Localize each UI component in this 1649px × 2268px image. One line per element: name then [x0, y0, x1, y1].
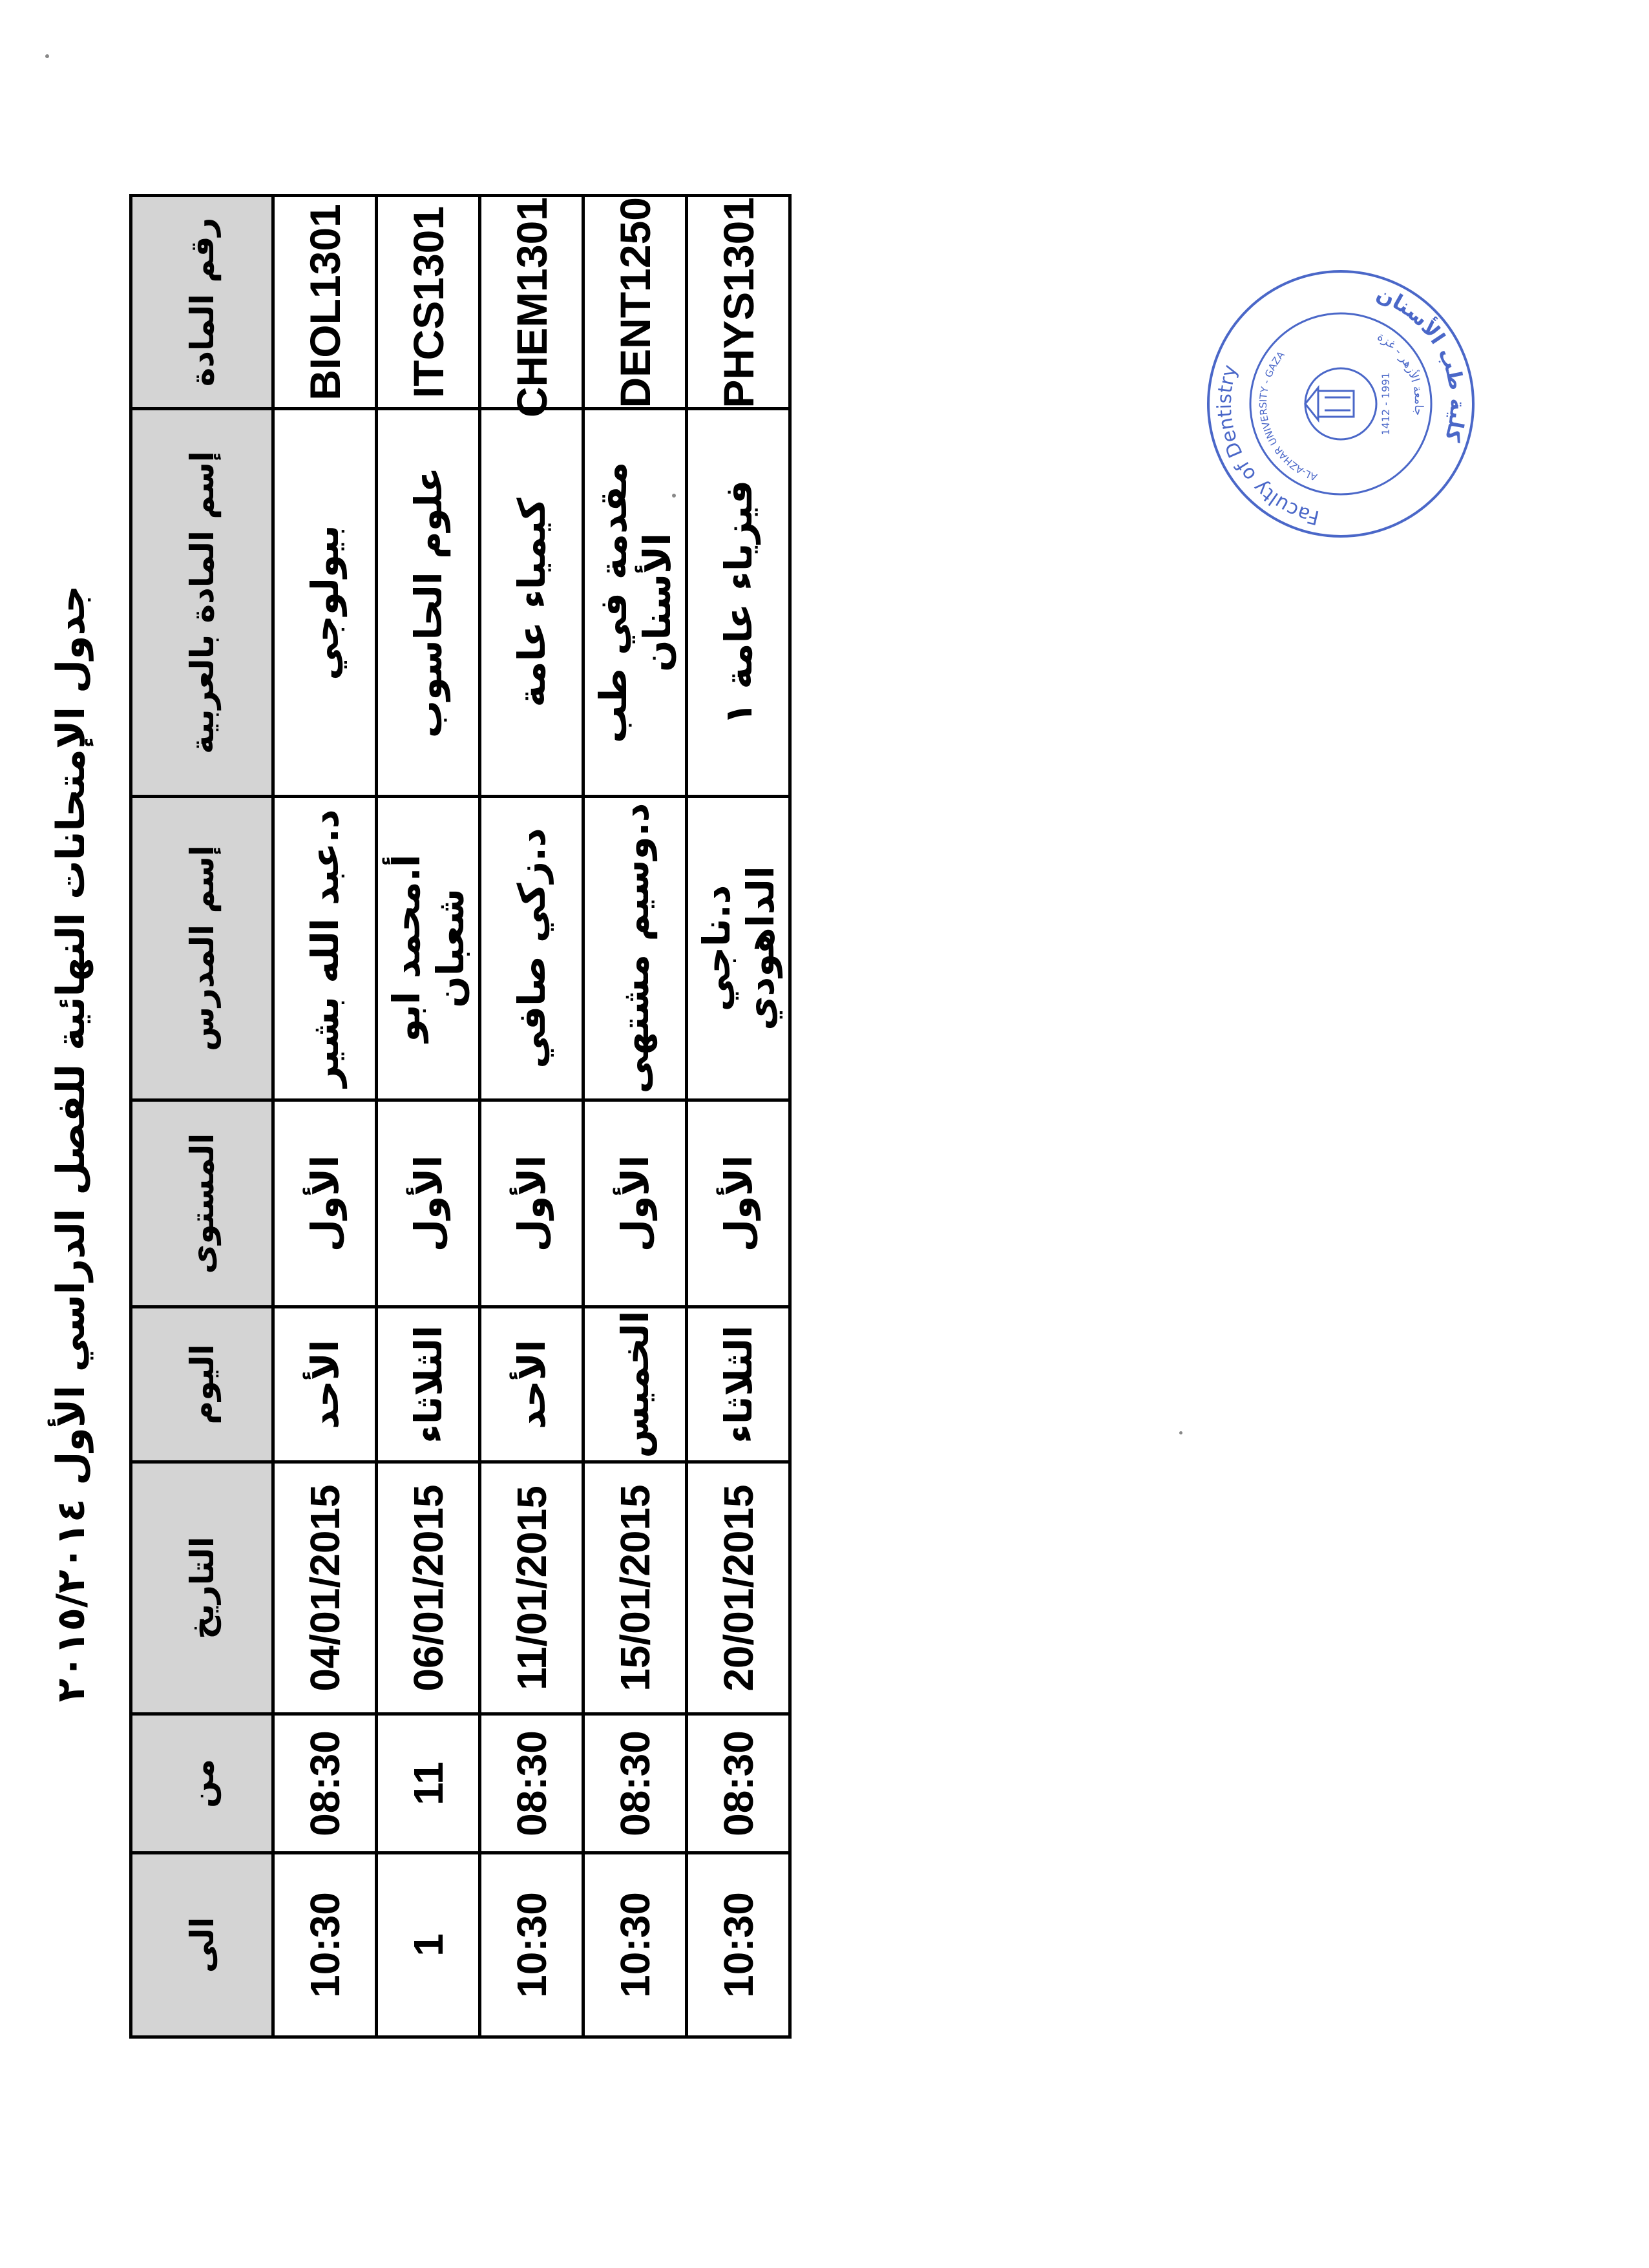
- stamp-inner-circle-icon: [1250, 313, 1431, 494]
- stamp-outer-circle-icon: [1208, 271, 1473, 536]
- cell-instructor: د.وسيم مشتهى: [583, 797, 687, 1100]
- stamp-text-top: كلية طب الأسنان: [1372, 281, 1471, 445]
- header-day: اليوم: [131, 1307, 273, 1462]
- stamp-years: 1412 - 1991: [1380, 372, 1392, 436]
- cell-course-code: DENT1250: [583, 196, 687, 409]
- cell-date: 06/01/2015: [377, 1462, 480, 1714]
- cell-day: الأحد: [273, 1307, 377, 1462]
- cell-level: الأول: [273, 1100, 377, 1307]
- table-row: [377, 196, 480, 2037]
- cell-day: الخميس: [583, 1307, 687, 1462]
- header-to: الى: [131, 1853, 273, 2037]
- cell-course-name: علوم الحاسوب: [377, 409, 480, 797]
- header-date: التاريخ: [131, 1462, 273, 1714]
- faculty-stamp: [1202, 265, 1480, 543]
- header-level: المستوى: [131, 1100, 273, 1307]
- cell-course-code: BIOL1301: [273, 196, 377, 409]
- cell-course-name: فيزياء عامة ١: [687, 409, 790, 797]
- cell-course-code: PHYS1301: [687, 196, 790, 409]
- cell-course-code: ITCS1301: [377, 196, 480, 409]
- cell-from: 11: [377, 1714, 480, 1853]
- cell-level: الأول: [687, 1100, 790, 1307]
- stamp-text-faculty: Faculty of Dentistry: [1213, 362, 1321, 529]
- stamp-inner-text: [1257, 349, 1319, 483]
- stamp-text-english-uni: AL-AZHAR UNIVERSITY - GAZA: [1257, 349, 1319, 483]
- scan-speck: [45, 54, 49, 58]
- cell-from: 08:30: [273, 1714, 377, 1853]
- cell-level: الأول: [583, 1100, 687, 1307]
- cell-from: 08:30: [480, 1714, 583, 1853]
- cell-day: الثلاثاء: [377, 1307, 480, 1462]
- table-row: [273, 196, 377, 2037]
- cell-course-name: مقدمة في طب الأسنان: [583, 409, 687, 797]
- header-row: [131, 196, 273, 2037]
- scan-speck: [1179, 1431, 1182, 1434]
- cell-to: 10:30: [687, 1853, 790, 2037]
- table-row: [583, 196, 687, 2037]
- cell-instructor: د.زكي صافي: [480, 797, 583, 1100]
- cell-level: الأول: [377, 1100, 480, 1307]
- cell-date: 20/01/2015: [687, 1462, 790, 1714]
- header-course-name: إسم المادة بالعربية: [131, 409, 273, 797]
- cell-date: 15/01/2015: [583, 1462, 687, 1714]
- university-emblem-icon: [1305, 368, 1376, 439]
- document-title: جدول الإمتحانات النهائية للفصل الدراسي الأول ٢٠١٥/٢٠١٤: [48, 585, 94, 1703]
- stamp-text-arabic-uni: جامعة الأزهر - غزة: [1374, 330, 1426, 417]
- cell-course-name: بيولوجي: [273, 409, 377, 797]
- cell-to: 10:30: [480, 1853, 583, 2037]
- cell-from: 08:30: [583, 1714, 687, 1853]
- header-from: من: [131, 1714, 273, 1853]
- cell-date: 04/01/2015: [273, 1462, 377, 1714]
- stamp-outer-text: [1213, 362, 1321, 529]
- table-row: [480, 196, 583, 2037]
- header-instructor: إسم المدرس: [131, 797, 273, 1100]
- exam-schedule-table: [129, 194, 792, 2039]
- cell-instructor: د.عبد الله بشير: [273, 797, 377, 1100]
- table-row: [687, 196, 790, 2037]
- cell-level: الأول: [480, 1100, 583, 1307]
- cell-day: الثلاثاء: [687, 1307, 790, 1462]
- cell-to: 1: [377, 1853, 480, 2037]
- cell-date: 11/01/2015: [480, 1462, 583, 1714]
- cell-to: 10:30: [583, 1853, 687, 2037]
- scan-speck: [672, 494, 676, 498]
- cell-instructor: أ.محمد ابو شعبان: [377, 797, 480, 1100]
- cell-course-name: كيمياء عامة: [480, 409, 583, 797]
- cell-instructor: د.ناجي الداهودي: [687, 797, 790, 1100]
- cell-course-code: CHEM1301: [480, 196, 583, 409]
- cell-from: 08:30: [687, 1714, 790, 1853]
- cell-day: الأحد: [480, 1307, 583, 1462]
- cell-to: 10:30: [273, 1853, 377, 2037]
- header-course-code: رقم المادة: [131, 196, 273, 409]
